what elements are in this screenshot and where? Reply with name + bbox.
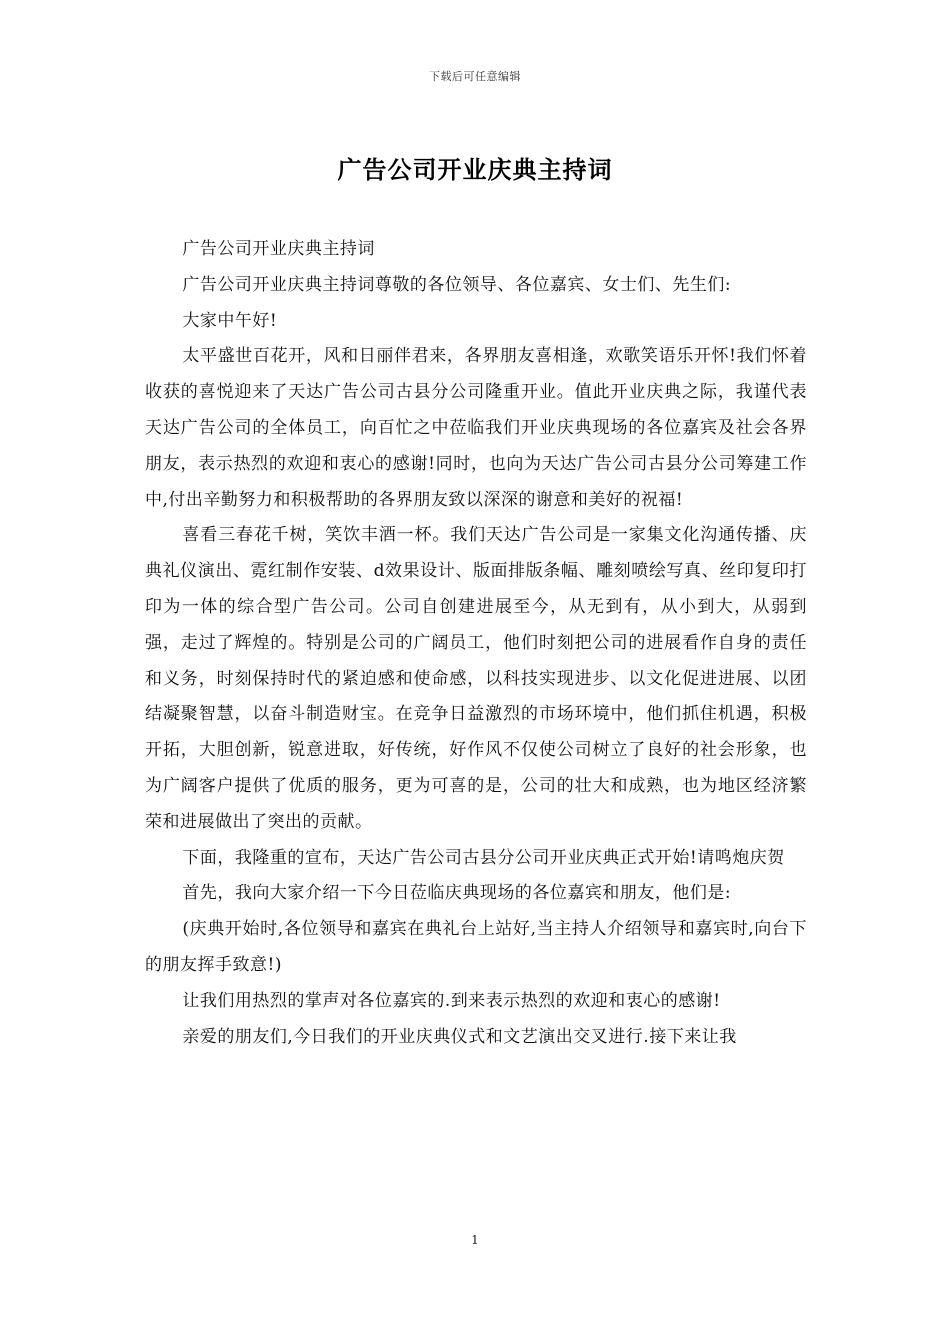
paragraph-salutation: 广告公司开业庆典主持词尊敬的各位领导、各位嘉宾、女士们、先生们: [182,274,732,295]
paragraph-greeting: 大家中午好! [182,310,278,331]
document-title: 广告公司开业庆典主持词 [337,156,613,184]
paragraph-stage-note: (庆典开始时,各位领导和嘉宾在典礼台上站好,当主持人介绍领导和嘉宾时,向台下的朋友挥手致意!) [145,919,807,975]
paragraph-guest-intro: 首先，我向大家介绍一下今日莅临庆典现场的各位嘉宾和朋友，他们是: [182,883,732,904]
paragraph-welcome: 太平盛世百花开，风和日丽伴君来，各界朋友喜相逢，欢歌笑语乐开怀!我们怀着收获的喜悦迎来了天达广告公司古县分公司隆重开业。值此开业庆典之际，我谨代表天达广告公司的全体员工，向百忙之中莅临我们开业庆典现场的各位嘉宾及社会各界朋友，表示热烈的欢迎和衷心的感谢!同时，也向为天达广告公司古县分公司筹建工作中,付出辛勤努力和积极帮助的各界朋友致以深深的谢意和美好的祝福! [145,346,807,510]
header-note: 下载后可任意编辑 [429,70,521,83]
document-body [145,232,807,1055]
paragraph-applause: 让我们用热烈的掌声对各位嘉宾的.到来表示热烈的欢迎和衷心的感谢! [182,990,721,1011]
paragraph-company-intro: 喜看三春花千树，笑饮丰酒一杯。我们天达广告公司是一家集文化沟通传播、庆典礼仪演出、霓红制作安装、d效果设计、版面排版条幅、雕刻喷绘写真、丝印复印打印为一体的综合型广告公司。公司自创建进展至今，从无到有，从小到大，从弱到强，走过了辉煌的。特别是公司的广阔员工，他们时刻把公司的进展看作自身的责任和义务，时刻保持时代的紧迫感和使命感，以科技实现进步、以文化促进进展、以团结凝聚智慧，以奋斗制造财宝。在竞争日益激烈的市场环境中，他们抓住机遇，积极开拓，大胆创新，锐意进取，好传统，好作风不仅使公司树立了良好的社会形象，也为广阔客户提供了优质的服务，更为可喜的是，公司的壮大和成熟，也为地区经济繁荣和进展做出了突出的贡献。 [145,525,807,832]
paragraph-continuation: 亲爱的朋友们,今日我们的开业庆典仪式和文艺演出交叉进行.接下来让我 [182,1026,737,1047]
page-number: 1 [471,1233,479,1247]
paragraph-subtitle: 广告公司开业庆典主持词 [182,239,375,259]
paragraph-announcement: 下面，我隆重的宣布，天达广告公司古县分公司开业庆典正式开始!请鸣炮庆贺 [182,847,785,868]
